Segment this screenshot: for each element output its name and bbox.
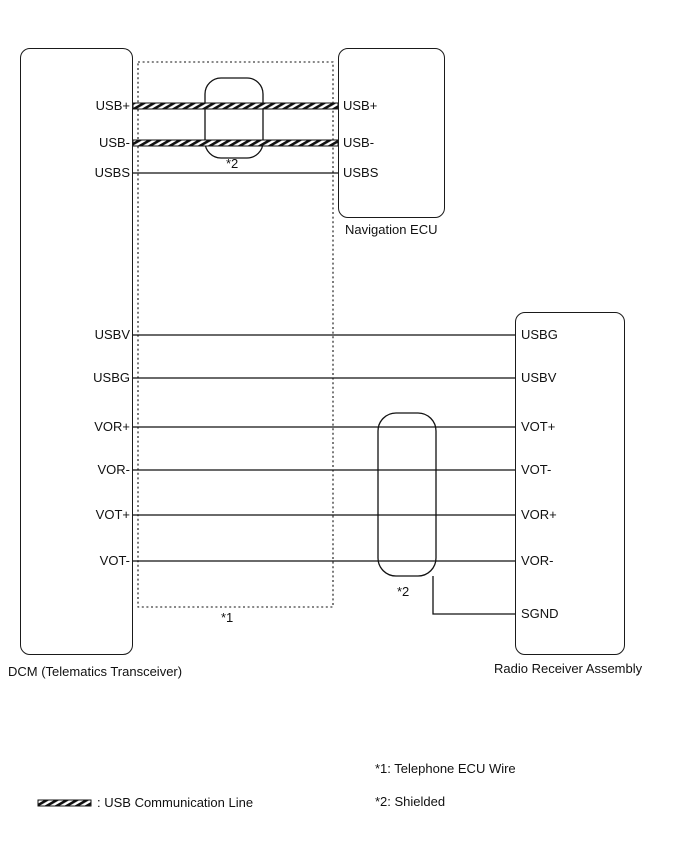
- radio-pin-label: VOR-: [521, 553, 554, 568]
- usb-wire-plus: [133, 103, 338, 109]
- dcm-pin-label: VOR-: [97, 462, 130, 477]
- dcm-pin-label: USB+: [95, 98, 130, 113]
- dcm-pin-label: USB-: [98, 135, 130, 150]
- ecu-wire-note: *1: [221, 610, 234, 625]
- dcm-pin-label: VOR+: [94, 419, 130, 434]
- signal-wires: [133, 173, 515, 614]
- radio-pin-label: VOT+: [521, 419, 556, 434]
- radio-receiver-box: [515, 312, 625, 655]
- legend-usb-line-sample: [38, 800, 91, 806]
- navigation-ecu-box: [338, 48, 445, 218]
- dcm-pin-label: USBS: [94, 165, 130, 180]
- navigation-ecu-caption: Navigation ECU: [345, 222, 438, 237]
- nav-pin-label: USB+: [343, 98, 378, 113]
- shield-note-video: *2: [397, 584, 410, 599]
- shield-symbol-video: [378, 413, 436, 576]
- dcm-pin-label: VOT+: [95, 507, 130, 522]
- radio-pin-label: USBV: [521, 370, 557, 385]
- legend-note-2: *2: Shielded: [375, 794, 446, 809]
- dcm-pin-label: USBG: [93, 370, 130, 385]
- legend-usb-line-label: : USB Communication Line: [97, 795, 254, 810]
- shield-note-usb: *2: [226, 156, 239, 171]
- dcm-pin-label: VOT-: [99, 553, 130, 568]
- nav-pin-label: USB-: [343, 135, 375, 150]
- nav-pin-label: USBS: [343, 165, 379, 180]
- usb-wire-minus: [133, 140, 338, 146]
- radio-receiver-caption: Radio Receiver Assembly: [494, 661, 643, 676]
- radio-pin-label: VOR+: [521, 507, 557, 522]
- wire-sgnd-drain: [433, 576, 515, 614]
- dcm-pin-label: USBV: [94, 327, 130, 342]
- dcm-caption: DCM (Telematics Transceiver): [8, 664, 183, 679]
- legend-note-1: *1: Telephone ECU Wire: [375, 761, 516, 776]
- radio-pin-label: SGND: [521, 606, 559, 621]
- radio-pin-label: VOT-: [521, 462, 552, 477]
- radio-pin-label: USBG: [521, 327, 558, 342]
